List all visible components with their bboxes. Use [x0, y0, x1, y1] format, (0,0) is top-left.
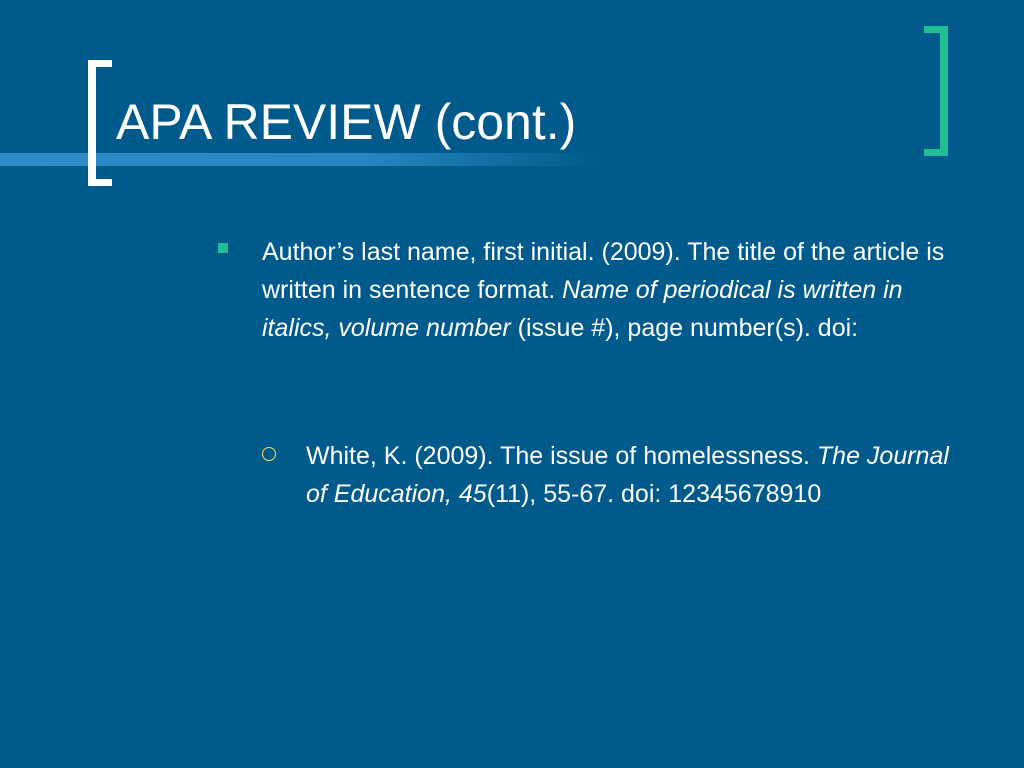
right-bracket-icon [924, 26, 948, 156]
circle-bullet-icon [262, 447, 276, 461]
square-bullet-icon [218, 243, 228, 253]
sub-bullet-text-regular: White, K. (2009). The issue of homelessness. [306, 442, 817, 470]
sub-bullet-text-italic: The Journal of Education, 45 [306, 442, 949, 508]
bullet-text-italic: Name of periodical is written in italics, volume number [262, 276, 903, 342]
slide-title: APA REVIEW (cont.) [116, 94, 577, 150]
bullet-text-regular-end: (issue #), page number(s). doi: [510, 314, 859, 342]
sub-bullet-text [306, 437, 966, 513]
sub-bullet-text-regular-end: (11), 55-67. doi: 12345678910 [486, 480, 822, 508]
left-bracket-icon [88, 60, 112, 186]
bullet-text [262, 233, 962, 347]
bullet-text-regular: Author’s last name, first initial. (2009). The title of the article is written in sentence format. [262, 238, 945, 304]
